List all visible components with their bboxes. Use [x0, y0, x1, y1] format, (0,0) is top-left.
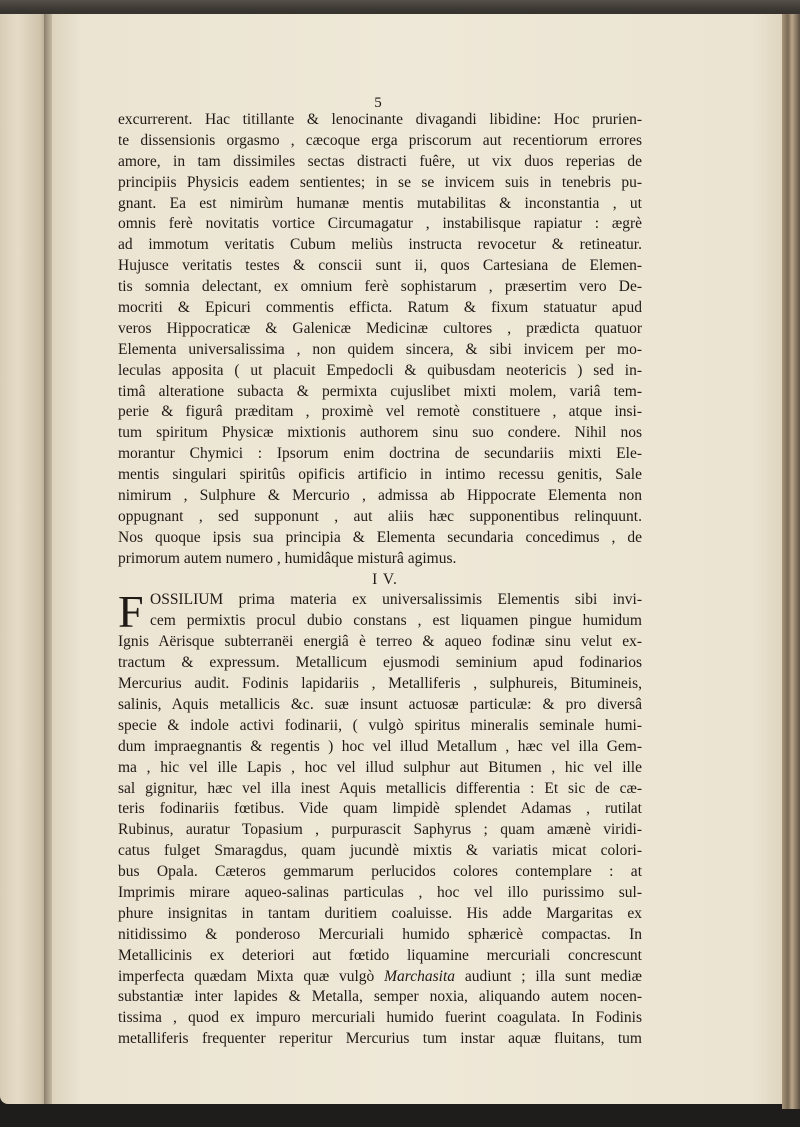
text-line: ma , hic vel ille Lapis , hoc vel illud sulphur aut Bitumen , hic vel ille	[118, 758, 642, 776]
text-line: veros Hippocraticæ & Galenicæ Medicinæ cultores , prædicta quatuor	[118, 319, 642, 337]
text-line: gnant. Ea est nimirùm humanæ mentis mutabilitas & inconstantia , ut	[118, 194, 642, 212]
paragraph-1	[118, 110, 642, 570]
text-line: OSSILIUM prima materia ex universalissimis Elementis sibi invi-	[150, 591, 642, 609]
text-line: amore, in tam dissimiles sectas distracti fuêre, ut vix duos reperias de	[118, 152, 642, 170]
text-line: metalliferis frequenter reperitur Mercurius tum instar aquæ fluitans, tum	[118, 1030, 642, 1048]
text-line: principiis Physicis eadem sentientes; in se se invicem suis in tenebris pu-	[118, 173, 642, 191]
text-line: Metallicinis ex deteriori aut fœtido liquamine mercuriali concrescunt	[118, 946, 642, 964]
text-line: catus fulget Smaragdus, quam jucundè mixtis & variatis micat colori-	[118, 842, 642, 860]
text-line: Ignis Aërisque subterranëi energiâ è terreo & aqueo fodinæ sinu velut ex-	[118, 633, 642, 651]
text-line: nitidissimo & ponderoso Mercuriali humido sphæricè compactas. In	[118, 925, 642, 943]
text-line: timâ alteratione subacta & permixta cujuslibet mixti molem, variâ tem-	[118, 382, 642, 400]
text-line: phure insignitas in tantam duritiem coaluisse. His adde Margaritas ex	[118, 904, 642, 922]
text-line: bus Opala. Cæteros gemmarum perlucidos colores contemplare : at	[118, 863, 642, 881]
text-line: Elementa universalissima , non quidem sincera, & sibi invicem per mo-	[118, 340, 642, 358]
text-line: primorum autem numero , humidâque misturâ agimus.	[118, 549, 457, 567]
text-line: leculas apposita ( ut placuit Empedocli & quibusdam neotericis ) sed in-	[118, 361, 642, 379]
page-stack-edge	[782, 14, 800, 1109]
text-line: teris fodinariis fœtibus. Vide quam limpidè splendet Adamas , rutilat	[118, 800, 642, 818]
text-line: tum spiritum Physicæ mixtionis authorem sinu suo condere. Nihil nos	[118, 424, 642, 442]
text-line: tissima , quod ex impuro mercuriali humido fuerint coagulata. In Fodinis	[118, 1009, 642, 1027]
text-line: mocriti & Epicuri commentis efficta. Ratum & fixum statuatur apud	[118, 299, 642, 317]
text-line: nimirum , Sulphure & Mercurio , admissa ab Hippocrate Elementa non	[118, 487, 642, 505]
text-line: tis somnia delectant, ex omnium ferè sophistarum , præsertim vero De-	[118, 278, 642, 296]
page-text-block	[118, 96, 642, 1050]
text-line: Mercurius audit. Fodinis lapidariis , Metalliferis , sulphureis, Bitumineis,	[118, 675, 642, 693]
text-line: mentis singulari spiritûs opificis artificio in intimo recessu genitis, Sale	[118, 466, 642, 484]
paragraph-2	[118, 586, 642, 1050]
text-line: excurrerent. Hac titillante & lenocinante divagandi libidine: Hoc prurien-	[118, 111, 642, 128]
text-line: perie & figurâ præditam , proximè vel remotè constituere , atque insi-	[118, 403, 642, 421]
italic-term: Marchasita	[384, 967, 456, 985]
text-line: cem permixtis procul dubio constans , est liquamen pingue humidum	[150, 612, 642, 630]
drop-cap: F	[118, 586, 144, 638]
text-line: dum impraegnantis & regentis ) hoc vel illud Metallum , hæc vel illa Gem-	[118, 737, 642, 755]
text-line: Rubinus, auratur Topasium , purpurascit Saphyrus ; quam amænè viridi-	[118, 821, 642, 839]
text-line: omnis ferè novitatis vortice Circumagatur , instabilisque rapiatur : ægrè	[118, 215, 642, 233]
text-line: ad immotum veritatis Cubum meliùs instructa revocetur & retineatur.	[118, 236, 642, 254]
text-line: specie & indole activi fodinarii, ( vulgò spiritus mineralis seminale humi-	[118, 716, 642, 734]
text-line: morantur Chymici : Ipsorum enim doctrina de secundariis mixti Ele-	[118, 445, 642, 463]
text-line-with-italic	[118, 967, 642, 988]
text-line: Nos quoque ipsis sua principia & Elementa secundaria concedimus , de	[118, 528, 642, 546]
text-line: te dissensionis orgasmo , cæcoque erga priscorum aut recentiorum errores	[118, 131, 642, 149]
text-line: Imprimis mirare aqueo-salinas particulas , hoc vel illo purissimo sul-	[118, 883, 642, 901]
left-page-edge	[0, 14, 48, 1104]
text-line: Hujusce veritatis testes & conscii sunt ii, quos Cartesiana de Elemen-	[118, 257, 642, 275]
section-heading: I V.	[372, 570, 398, 588]
text-line: tractum & expressum. Metallicum ejusmodi seminium apud fodinarios	[118, 654, 642, 672]
text-line: substantiæ inter lapides & Metalla, semper noxia, aliquando autem nocen-	[118, 988, 642, 1006]
text-line: salinis, Aquis metallicis &c. suæ insunt actuosæ particulæ: & pro diversâ	[118, 695, 642, 713]
text-line-tail: audiunt ; illa sunt mediæ	[464, 967, 642, 985]
text-line: sal gignitur, hæc vel illa inest Aquis metallicis differentia : Et sic de cæ-	[118, 779, 642, 797]
text-line-head: imperfecta quædam Mixta quæ vulgò	[118, 967, 375, 985]
text-line: oppugnant , sed supponunt , aut aliis hæc supponentibus relinquunt.	[118, 507, 642, 525]
page-number: 5	[374, 95, 382, 111]
